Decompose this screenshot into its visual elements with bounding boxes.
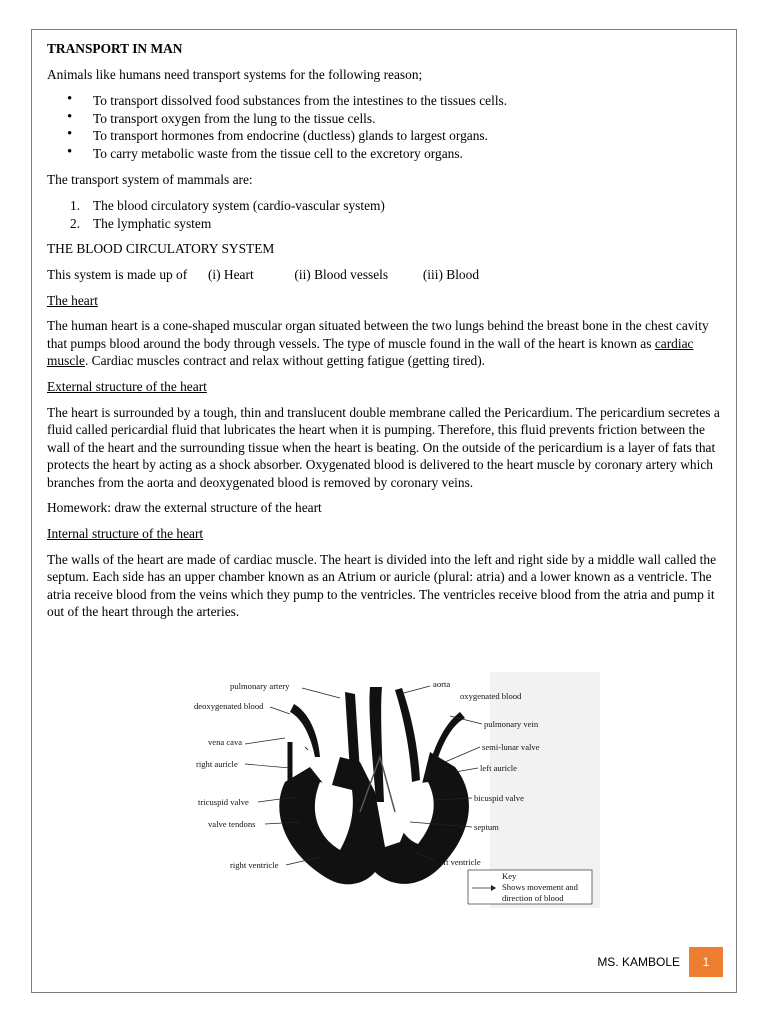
label-left-ventricle: left ventricle <box>437 857 481 867</box>
cardiac-muscle-term: cardiac muscle <box>47 335 694 369</box>
list-item <box>47 197 722 215</box>
label-bicuspid-valve: bicuspid valve <box>474 793 524 803</box>
page-footer <box>540 947 723 977</box>
label-oxygenated-blood: oxygenated blood <box>460 691 522 701</box>
key-title: Key <box>502 871 517 881</box>
heart-paragraph <box>47 317 722 370</box>
list-item: • To transport dissolved food substances from the intestines to the tissues cells. <box>47 92 722 110</box>
heart-diagram <box>190 672 600 908</box>
label-right-ventricle: right ventricle <box>230 860 279 870</box>
external-structure-heading: External structure of the heart <box>47 378 207 394</box>
label-tricuspid-valve: tricuspid valve <box>198 797 249 807</box>
label-valve-tendons: valve tendons <box>208 819 256 829</box>
made-up-item-vessels: (ii) Blood vessels <box>294 266 389 282</box>
heart-paragraph-text: The human heart is a cone-shaped muscular organ situated between the two lungs behind the breast bone in the chest cavity that pumps blood around the body through vessels. The type of muscle found in the wall of the heart is known as <box>47 318 709 351</box>
list-item: • To transport oxygen from the lung to the tissue cells. <box>47 110 722 128</box>
label-pulmonary-artery: pulmonary artery <box>230 681 290 691</box>
made-up-intro: This system is made up of <box>47 266 188 282</box>
list-item <box>47 215 722 233</box>
list-item-text: The lymphatic system <box>93 215 212 231</box>
list-marker: 1. <box>70 198 81 214</box>
label-deoxygenated-blood: deoxygenated blood <box>194 701 264 711</box>
internal-structure-heading: Internal structure of the heart <box>47 526 204 542</box>
list-item: • To carry metabolic waste from the tissue cell to the excretory organs. <box>47 145 722 163</box>
document-title: TRANSPORT IN MAN <box>47 41 183 56</box>
homework-text: Homework: draw the external structure of the heart <box>47 500 322 516</box>
diagram-key <box>468 870 592 904</box>
internal-structure-paragraph: The walls of the heart are made of cardiac muscle. The heart is divided into the left and right side by a middle wall called the septum. Each side has an upper chamber known as an Atrium or auricle (plural: atria) and a lower known as a ventricle. The atria receive blood from the veins which they pump to the ventricles. The ventricles receive blood from the atria and pump it out of the heart through the arteries. <box>47 551 717 620</box>
label-left-auricle: left auricle <box>480 763 517 773</box>
systems-intro: The transport system of mammals are: <box>47 171 253 187</box>
heart-heading: The heart <box>47 292 98 308</box>
label-aorta: aorta <box>433 679 451 689</box>
label-vena-cava: vena cava <box>208 737 243 747</box>
label-septum: septum <box>474 822 499 832</box>
made-up-item-blood: (iii) Blood <box>422 266 480 282</box>
heart-paragraph-text-end: . Cardiac muscles contract and relax without getting fatigue (getting tired). <box>84 353 486 369</box>
section-heading: THE BLOOD CIRCULATORY SYSTEM <box>47 241 275 257</box>
list-item: • To transport hormones from endocrine (ductless) glands to largest organs. <box>47 127 722 145</box>
list-marker: 2. <box>70 215 81 231</box>
external-structure-paragraph: The heart is surrounded by a tough, thin and translucent double membrane called the Pericardium. The pericardium secretes a fluid called pericardial fluid that lubricates the heart when it is pumping. Therefore, this fluid prevents friction between the wall of the heart and the surrounding tissue when the heart is beating. On the outside of the pericardium is a layer of fats that protects the heart by acting as a shock absorber. Oxygenated blood is delivered to the heart muscle by coronary artery which branches from the aorta and deoxygenated blood is removed by coronary veins. <box>47 404 720 490</box>
label-right-auricle: right auricle <box>196 759 238 769</box>
list-item-text: The blood circulatory system (cardio-vascular system) <box>93 198 385 214</box>
made-up-item-heart: (i) Heart <box>207 266 254 282</box>
heart-diagram-svg <box>190 672 600 908</box>
document-body <box>47 40 722 621</box>
key-text-line1: Shows movement and <box>502 882 578 892</box>
footer-author: MS. KAMBOLE <box>597 955 680 969</box>
label-pulmonary-vein: pulmonary vein <box>484 719 539 729</box>
systems-list <box>47 197 722 232</box>
key-text-line2: direction of blood <box>502 893 564 903</box>
label-semi-lunar-valve: semi-lunar valve <box>482 742 540 752</box>
intro-text: Animals like humans need transport systems for the following reason; <box>47 66 423 82</box>
page-number-badge: 1 <box>689 947 723 977</box>
reasons-list <box>47 92 722 162</box>
made-up-row <box>47 266 722 284</box>
